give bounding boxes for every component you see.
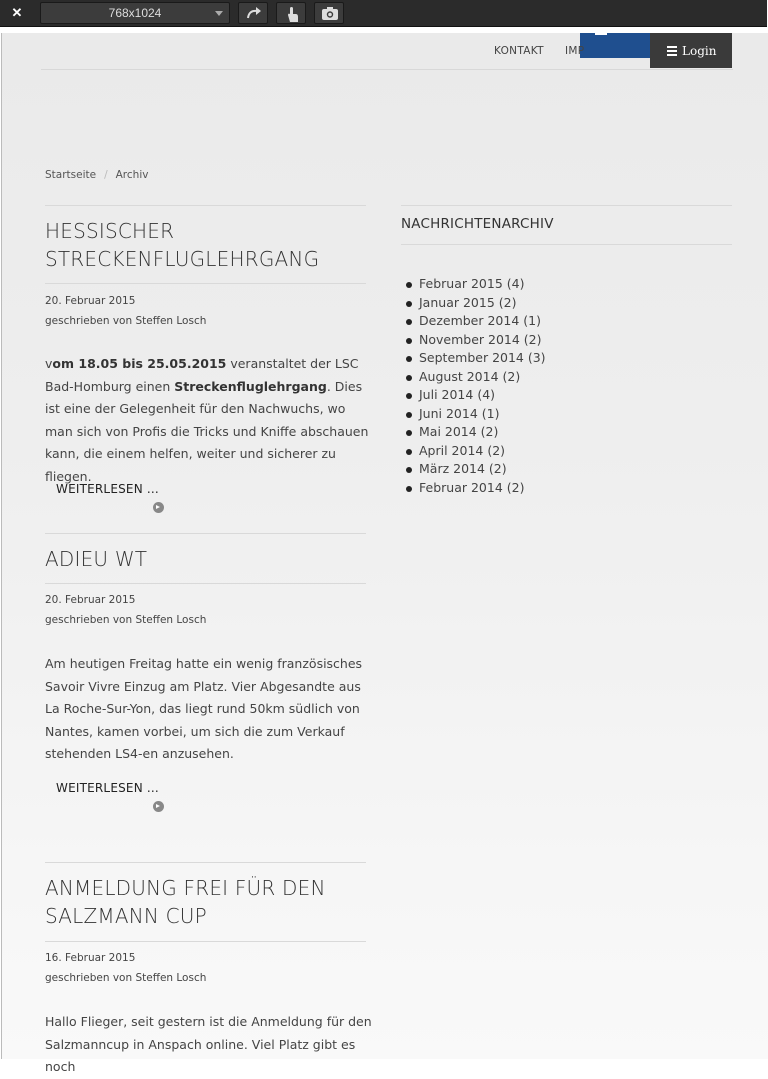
archive-item[interactable]: Juni 2014 (1): [401, 405, 546, 424]
login-label: Login: [682, 44, 717, 58]
login-button[interactable]: [650, 33, 732, 68]
hamburger-icon: [667, 46, 677, 58]
breadcrumb-home[interactable]: Startseite: [45, 169, 97, 181]
post-divider: [45, 205, 366, 206]
rotate-button[interactable]: [238, 2, 268, 24]
archive-item[interactable]: Mai 2014 (2): [401, 423, 546, 442]
arrow-circle-right-icon[interactable]: [153, 502, 164, 513]
close-icon[interactable]: ✕: [11, 5, 23, 20]
post-divider: [45, 862, 366, 863]
post-title[interactable]: ANMELDUNG FREI FÜR DEN SALZMANN CUP: [45, 876, 326, 928]
screenshot-button[interactable]: [314, 2, 344, 24]
archive-item[interactable]: Februar 2014 (2): [401, 479, 546, 498]
sidebar-title: NACHRICHTENARCHIV: [401, 216, 554, 232]
archive-list: [401, 275, 546, 497]
post-date: 20. Februar 2015: [45, 594, 136, 606]
nav-divider: [41, 69, 733, 70]
title-divider: [45, 283, 366, 284]
post-author: geschrieben von Steffen Losch: [45, 614, 207, 626]
archive-item[interactable]: April 2014 (2): [401, 442, 546, 461]
rotate-icon: [245, 6, 263, 21]
nav-item-kontakt[interactable]: KONTAKT: [494, 45, 544, 57]
post-title[interactable]: ADIEU WT: [45, 547, 148, 571]
archive-item[interactable]: Februar 2015 (4): [401, 275, 546, 294]
title-divider: [45, 941, 366, 942]
post-divider: [45, 533, 366, 534]
nav-item-impressum[interactable]: IMP: [565, 45, 585, 57]
chevron-down-icon: [215, 11, 223, 16]
breadcrumb: [45, 169, 148, 181]
post-excerpt: Am heutigen Freitag hatte ein wenig französisches Savoir Vivre Einzug am Platz. Vier Abgesandte aus La Roche-Sur-Yon, das liegt rund 50km südlich von Nantes, kamen vorbei, um sich die zum Verkauf stehenden LS4-en anzusehen.: [45, 656, 363, 761]
post-excerpt: vom 18.05 bis 25.05.2015 veranstaltet der LSC Bad-Homburg einen Streckenfluglehrgang. Dies ist eine der Gelegenheit für den Nachwuchs, wo man sich von Profis die Tricks und Kniffe abschauen kann, die einem helfen, weiter und sicherer zu fliegen.: [45, 356, 369, 484]
post-author: geschrieben von Steffen Losch: [45, 972, 207, 984]
touch-icon: [283, 6, 301, 22]
archive-item[interactable]: Januar 2015 (2): [401, 294, 546, 313]
post-date: 20. Februar 2015: [45, 295, 136, 307]
breadcrumb-separator: /: [104, 169, 108, 181]
post-author: geschrieben von Steffen Losch: [45, 315, 207, 327]
archive-item[interactable]: August 2014 (2): [401, 368, 546, 387]
touch-button[interactable]: [276, 2, 306, 24]
readmore-link[interactable]: WEITERLESEN ...: [56, 482, 159, 496]
sidebar-divider: [401, 205, 732, 206]
device-toolbar: [0, 0, 767, 27]
post-date: 16. Februar 2015: [45, 952, 136, 964]
sidebar-divider: [401, 244, 732, 245]
breadcrumb-current: Archiv: [115, 169, 149, 181]
post-title[interactable]: HESSISCHER STRECKENFLUGLEHRGANG: [45, 219, 320, 271]
viewport-size-label: 768x1024: [108, 6, 162, 20]
post-excerpt: Hallo Flieger, seit gestern ist die Anmeldung für den Salzmanncup in Anspach online. Viel Platz gibt es noch: [45, 1014, 372, 1074]
archive-item[interactable]: September 2014 (3): [401, 349, 546, 368]
camera-icon: [321, 6, 339, 21]
title-divider: [45, 583, 366, 584]
archive-item[interactable]: Juli 2014 (4): [401, 386, 546, 405]
archive-item[interactable]: März 2014 (2): [401, 460, 546, 479]
page-viewport: [1, 33, 768, 1074]
archive-item[interactable]: November 2014 (2): [401, 331, 546, 350]
readmore-link[interactable]: WEITERLESEN ...: [56, 781, 159, 795]
archive-item[interactable]: Dezember 2014 (1): [401, 312, 546, 331]
arrow-circle-right-icon[interactable]: [153, 801, 164, 812]
site-logo-block[interactable]: [580, 33, 652, 58]
viewport-size-select[interactable]: [40, 2, 230, 24]
